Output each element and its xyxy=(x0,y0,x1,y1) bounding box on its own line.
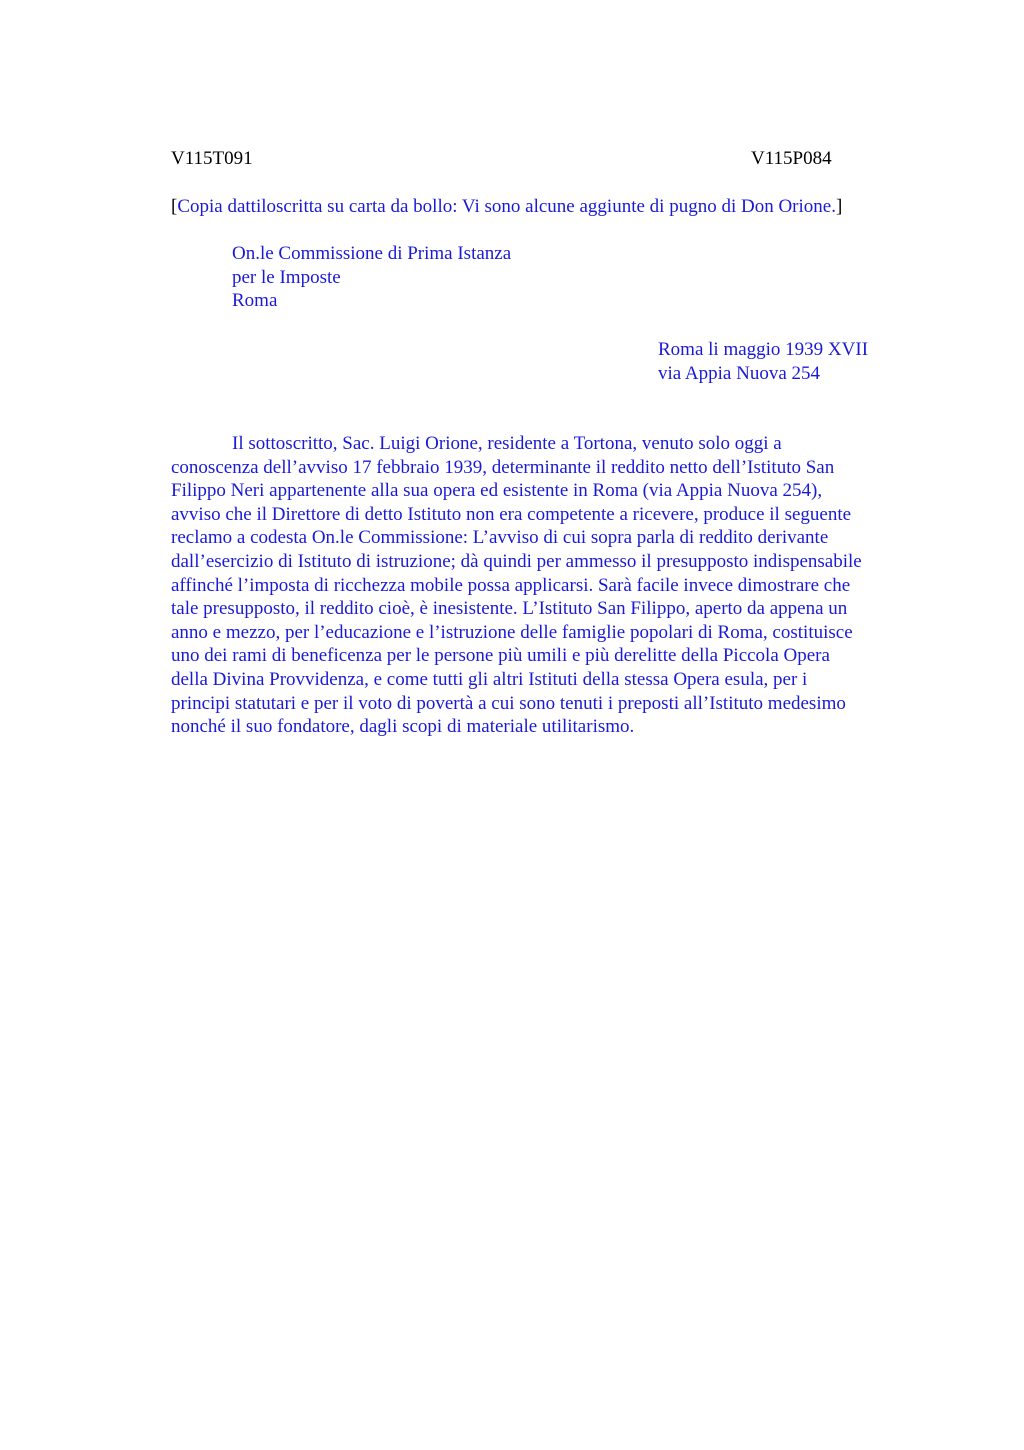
document-reference-right: V115P084 xyxy=(751,148,832,169)
body-line: uno dei rami di beneficenza per le persone più umili e più derelitte della Piccola Opera xyxy=(171,645,830,667)
body-line: tale presupposto, il reddito cioè, è inesistente. L’Istituto San Filippo, aperto da appena un xyxy=(171,598,848,620)
body-line: Il sottoscritto, Sac. Luigi Orione, residente a Tortona, venuto solo oggi a xyxy=(232,433,782,454)
place-date-line: Roma li maggio 1939 XVII xyxy=(658,339,869,360)
document-reference-left: V115T091 xyxy=(171,148,253,169)
recipient-address xyxy=(232,242,511,313)
recipient-line: per le Imposte xyxy=(232,266,341,288)
body-line: nonché il suo fondatore, dagli scopi di materiale utilitarismo. xyxy=(171,716,635,738)
letter-body xyxy=(171,432,926,739)
body-line: conoscenza dell’avviso 17 febbraio 1939, determinante il reddito netto dell’Istituto San xyxy=(171,456,835,478)
place-and-date xyxy=(658,338,868,385)
body-line: principi statutari e per il voto di povertà a cui sono tenuti i preposti all’Istituto medesimo xyxy=(171,692,846,714)
body-line: della Divina Provvidenza, e come tutti gli altri Istituti della stessa Opera esula, per i xyxy=(171,668,808,690)
note-close-bracket: ] xyxy=(835,196,843,217)
body-line: dall’esercizio di Istituto di istruzione; dà quindi per ammesso il presupposto indispensabile xyxy=(171,550,862,572)
recipient-line: On.le Commissione di Prima Istanza xyxy=(232,243,512,264)
note-open-bracket: [ xyxy=(171,196,178,217)
recipient-line: Roma xyxy=(232,290,278,312)
body-line: anno e mezzo, per l’educazione e l’istruzione delle famiglie popolari di Roma, costituisce xyxy=(171,621,853,643)
body-line: reclamo a codesta On.le Commissione: L’avviso di cui sopra parla di reddito derivante xyxy=(171,527,829,549)
body-line: avviso che il Direttore di detto Istituto non era competente a ricevere, produce il seguente xyxy=(171,503,852,525)
editorial-note xyxy=(171,195,842,219)
place-date-line: via Appia Nuova 254 xyxy=(658,362,821,384)
body-line: affinché l’imposta di ricchezza mobile possa applicarsi. Sarà facile invece dimostrare che xyxy=(171,574,851,596)
body-line: Filippo Neri appartenente alla sua opera ed esistente in Roma (via Appia Nuova 254), xyxy=(171,480,823,502)
note-text: Copia dattiloscritta su carta da bollo: Vi sono alcune aggiunte di pugno di Don Orione. xyxy=(177,196,836,217)
